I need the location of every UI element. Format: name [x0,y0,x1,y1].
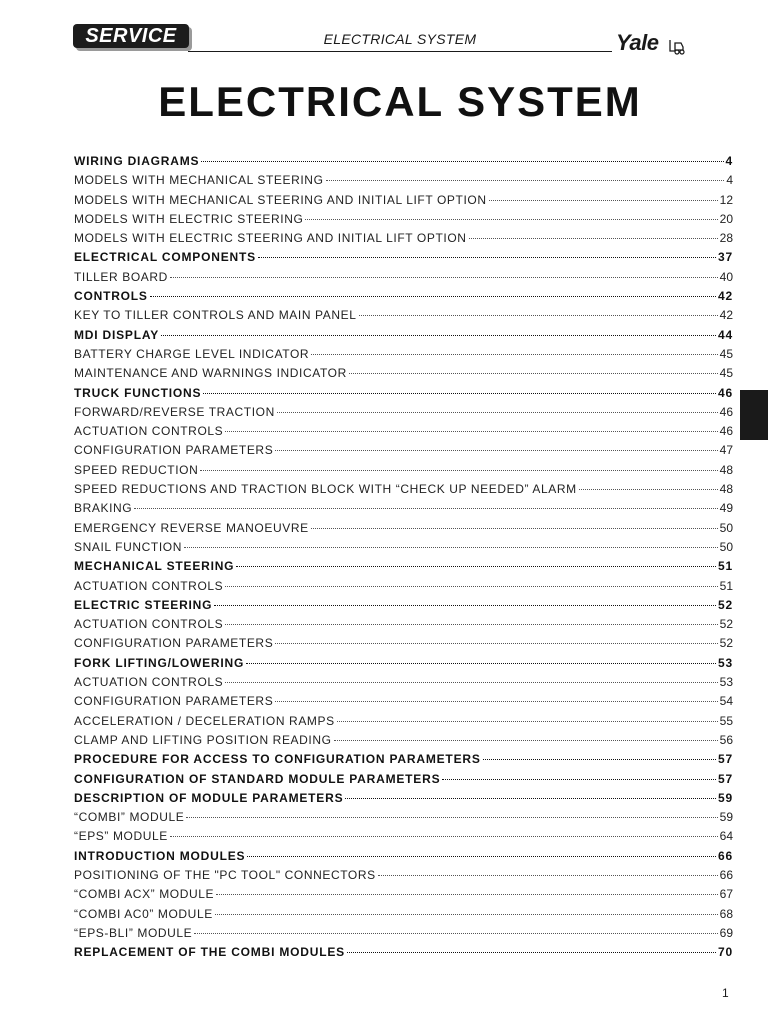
toc-dot-leader [225,427,717,432]
toc-entry[interactable] [74,248,733,267]
toc-dot-leader [311,350,717,355]
toc-entry-page: 66 [718,848,733,863]
toc-entry[interactable] [74,422,733,441]
toc-entry-page: 42 [718,289,733,304]
toc-entry[interactable] [74,731,733,750]
page-number: 1 [722,986,729,1000]
brand-logo: Yale [616,30,659,55]
toc-entry[interactable] [74,654,733,673]
toc-entry[interactable] [74,287,733,306]
toc-entry-page: 40 [719,269,733,284]
toc-entry[interactable] [74,924,733,943]
toc-entry-page: 53 [719,675,733,690]
toc-entry[interactable] [74,712,733,731]
toc-entry-page: 64 [719,829,733,844]
page-title: ELECTRICAL SYSTEM [158,78,642,125]
toc-entry-page: 37 [718,250,733,265]
toc-entry-title: ACCELERATION / DECELERATION RAMPS [74,713,335,728]
toc-entry[interactable] [74,577,733,596]
toc-entry-title: “COMBI ACX” MODULE [74,887,215,902]
toc-dot-leader [442,775,716,780]
toc-dot-leader [200,466,717,471]
service-badge: SERVICE [73,24,189,48]
toc-entry[interactable] [74,827,733,846]
toc-entry-title: MODELS WITH MECHANICAL STEERING AND INITIAL LIFT OPTION [74,192,487,207]
toc-entry[interactable] [74,885,733,904]
toc-entry-title: ELECTRICAL COMPONENTS [74,250,256,265]
toc-entry-page: 56 [719,732,733,747]
toc-dot-leader [170,273,718,278]
toc-entry-page: 67 [719,887,733,902]
toc-entry-page: 52 [718,597,733,612]
toc-dot-leader [225,582,717,587]
toc-entry-page: 70 [718,945,733,960]
toc-dot-leader [326,176,725,181]
toc-entry[interactable] [74,789,733,808]
toc-entry[interactable] [74,943,733,962]
toc-entry-page: 52 [719,617,733,632]
toc-entry-page: 4 [725,154,733,168]
toc-entry-page: 69 [719,925,733,940]
toc-entry-title: SPEED REDUCTION [74,462,199,477]
toc-entry-title: CONTROLS [74,289,148,304]
page-header [0,0,768,60]
toc-entry-page: 46 [718,385,733,400]
toc-entry[interactable] [74,557,733,576]
section-tab-marker [740,390,768,440]
toc-dot-leader [334,736,718,741]
toc-entry-page: 4 [726,173,733,188]
toc-dot-leader [378,871,718,876]
toc-entry-title: SPEED REDUCTIONS AND TRACTION BLOCK WITH “CHECK UP NEEDED” ALARM [74,482,577,497]
toc-entry-page: 48 [719,482,733,497]
toc-entry-title: REPLACEMENT OF THE COMBI MODULES [74,945,345,960]
toc-entry-title: INTRODUCTION MODULES [74,848,246,863]
toc-entry-page: 68 [719,906,733,921]
toc-entry-title: CLAMP AND LIFTING POSITION READING [74,732,332,747]
toc-entry[interactable] [74,499,733,518]
toc-entry[interactable] [74,615,733,634]
toc-entry[interactable] [74,461,733,480]
toc-dot-leader [489,196,718,201]
toc-entry-title: “COMBI” MODULE [74,810,185,825]
toc-entry-title: MDI DISPLAY [74,327,160,342]
toc-entry-title: FORWARD/REVERSE TRACTION [74,404,275,419]
toc-dot-leader [359,311,718,316]
toc-entry-title: MODELS WITH ELECTRIC STEERING [74,211,304,226]
toc-dot-leader [277,408,718,413]
toc-entry[interactable] [74,191,733,210]
toc-entry-title: MODELS WITH MECHANICAL STEERING [74,173,324,188]
toc-entry-title: “EPS” MODULE [74,829,168,844]
toc-entry-title: CONFIGURATION PARAMETERS [74,443,274,458]
toc-dot-leader [201,157,723,162]
toc-entry[interactable] [74,538,733,557]
toc-entry-page: 54 [719,694,733,709]
toc-entry[interactable] [74,229,733,248]
toc-entry[interactable] [74,847,733,866]
toc-entry[interactable] [74,345,733,364]
toc-entry[interactable] [74,480,733,499]
toc-entry[interactable] [74,770,733,789]
toc-dot-leader [134,504,717,509]
toc-entry-page: 28 [719,231,733,246]
toc-dot-leader [150,292,716,297]
toc-entry-page: 47 [719,443,733,458]
toc-entry-page: 42 [719,308,733,323]
toc-entry-page: 20 [719,211,733,226]
toc-entry[interactable] [74,441,733,460]
toc-entry-page: 51 [718,559,733,574]
toc-entry-title: CONFIGURATION PARAMETERS [74,694,274,709]
toc-entry[interactable] [74,905,733,924]
toc-dot-leader [247,852,716,857]
toc-dot-leader [469,234,718,239]
toc-dot-leader [216,890,717,895]
toc-entry-page: 57 [718,752,733,767]
toc-entry-title: MECHANICAL STEERING [74,559,235,574]
toc-dot-leader [275,446,717,451]
toc-entry[interactable] [74,519,733,538]
toc-entry-title: KEY TO TILLER CONTROLS AND MAIN PANEL [74,308,357,323]
toc-entry-title: TILLER BOARD [74,269,168,284]
toc-entry-title: PROCEDURE FOR ACCESS TO CONFIGURATION PARAMETERS [74,752,481,767]
toc-entry-page: 48 [719,462,733,477]
toc-entry-title: EMERGENCY REVERSE MANOEUVRE [74,520,309,535]
toc-entry-title: FORK LIFTING/LOWERING [74,655,245,670]
toc-entry[interactable] [74,692,733,711]
toc-entry-page: 50 [719,520,733,535]
toc-dot-leader [161,331,716,336]
toc-entry-title: SNAIL FUNCTION [74,539,182,554]
toc-entry-page: 50 [719,539,733,554]
toc-entry-page: 45 [719,346,733,361]
toc-entry-title: BRAKING [74,501,133,516]
toc-dot-leader [579,485,718,490]
toc-entry-title: ACTUATION CONTROLS [74,675,224,690]
header-rule [188,51,612,52]
forklift-icon [668,37,690,55]
toc-dot-leader [305,215,717,220]
toc-entry-page: 44 [718,327,733,342]
toc-entry-page: 46 [719,424,733,439]
toc-dot-leader [236,562,716,567]
toc-entry[interactable] [74,152,733,171]
toc-entry-title: DESCRIPTION OF MODULE PARAMETERS [74,790,344,805]
toc-dot-leader [337,717,718,722]
toc-entry-title: MAINTENANCE AND WARNINGS INDICATOR [74,366,347,381]
toc-entry-page: 59 [718,790,733,805]
toc-entry-title: CONFIGURATION OF STANDARD MODULE PARAMETERS [74,771,441,786]
toc-entry[interactable] [74,210,733,229]
toc-entry-title: TRUCK FUNCTIONS [74,385,202,400]
toc-entry-title: “COMBI AC0” MODULE [74,906,213,921]
toc-entry-page: 45 [719,366,733,381]
toc-dot-leader [347,948,716,953]
toc-entry[interactable] [74,596,733,615]
toc-entry-page: 66 [719,867,733,882]
toc-entry-page: 59 [719,810,733,825]
toc-dot-leader [215,910,718,915]
toc-entry[interactable] [74,268,733,287]
toc-entry-page: 55 [719,713,733,728]
toc-entry-title: MODELS WITH ELECTRIC STEERING AND INITIAL LIFT OPTION [74,231,467,246]
toc-entry[interactable] [74,673,733,692]
toc-dot-leader [258,253,716,258]
toc-entry-title: ACTUATION CONTROLS [74,424,224,439]
header-title: ELECTRICAL SYSTEM [323,31,477,47]
toc-dot-leader [246,659,716,664]
toc-entry[interactable] [74,364,733,383]
toc-entry-title: ACTUATION CONTROLS [74,617,224,632]
toc-dot-leader [203,389,716,394]
toc-entry[interactable] [74,866,733,885]
toc-entry[interactable] [74,384,733,403]
toc-entry[interactable] [74,403,733,422]
toc-entry[interactable] [74,750,733,769]
toc-dot-leader [194,929,717,934]
toc-entry[interactable] [74,326,733,345]
toc-entry-page: 57 [718,771,733,786]
toc-dot-leader [214,601,716,606]
toc-entry-page: 53 [718,655,733,670]
toc-dot-leader [483,755,716,760]
toc-entry-page: 51 [719,578,733,593]
toc-entry-title: ACTUATION CONTROLS [74,578,224,593]
toc-entry-title: POSITIONING OF THE "PC TOOL" CONNECTORS [74,867,376,882]
toc-dot-leader [275,697,717,702]
toc-entry[interactable] [74,808,733,827]
toc-dot-leader [170,832,718,837]
toc-entry-page: 46 [719,404,733,419]
toc-entry-title: BATTERY CHARGE LEVEL INDICATOR [74,346,310,361]
toc-dot-leader [225,678,717,683]
toc-dot-leader [184,543,718,548]
table-of-contents [74,152,733,962]
toc-dot-leader [349,369,718,374]
toc-dot-leader [186,813,717,818]
toc-entry[interactable] [74,171,733,190]
toc-dot-leader [311,524,718,529]
toc-dot-leader [225,620,717,625]
toc-entry-page: 49 [719,501,733,516]
toc-entry-title: “EPS-BLI” MODULE [74,925,193,940]
toc-dot-leader [345,794,716,799]
toc-entry-title: CONFIGURATION PARAMETERS [74,636,274,651]
toc-entry[interactable] [74,306,733,325]
toc-entry-page: 52 [719,636,733,651]
toc-dot-leader [275,639,717,644]
toc-entry-title: WIRING DIAGRAMS [74,154,200,168]
toc-entry[interactable] [74,634,733,653]
toc-entry-title: ELECTRIC STEERING [74,597,213,612]
toc-entry-page: 12 [719,192,733,207]
